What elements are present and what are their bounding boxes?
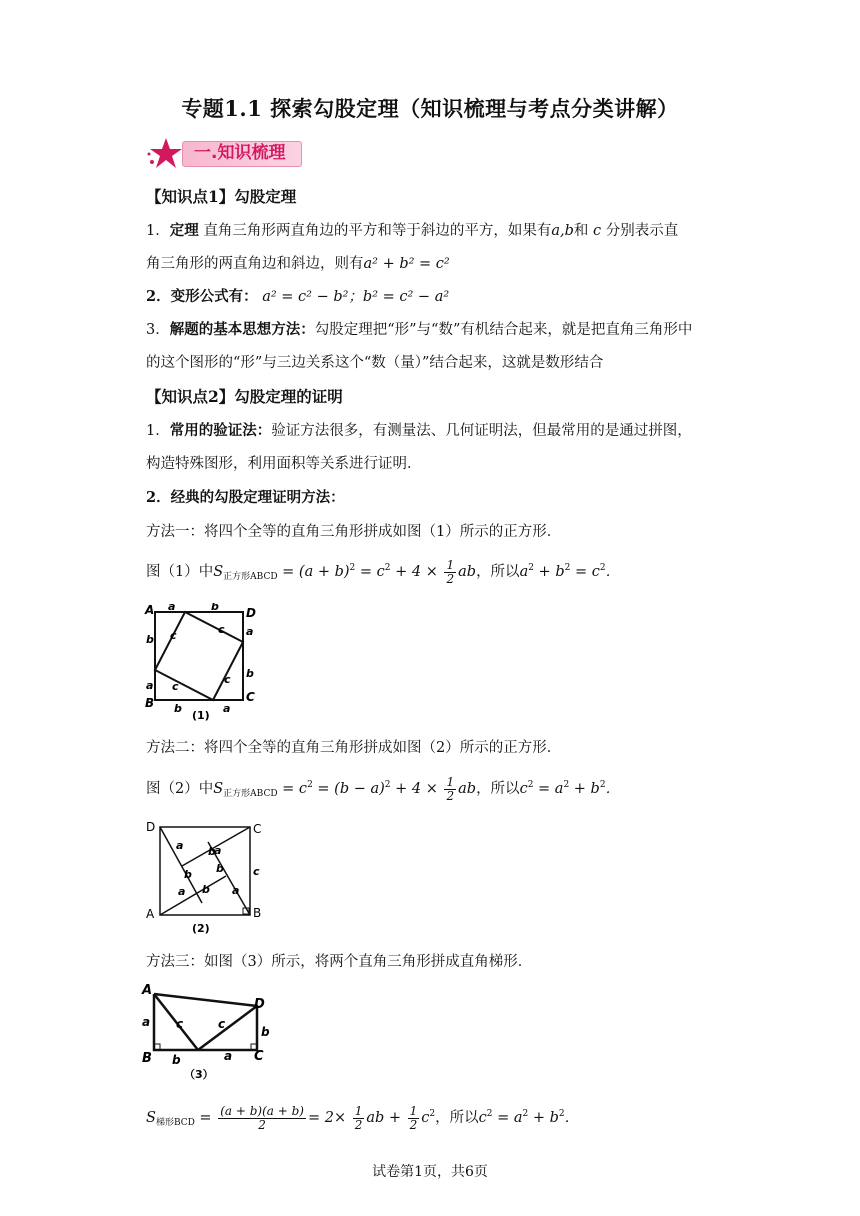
label-C: C	[253, 822, 262, 836]
side-a: a	[146, 679, 154, 692]
side-b: b	[216, 862, 224, 875]
label-A: A	[145, 603, 155, 617]
figure-3-caption: （3）	[184, 1068, 214, 1080]
side-c: c	[172, 680, 179, 693]
side-b: b	[211, 603, 219, 613]
method1-result: $a^2 + b^2 = c^2$．	[519, 563, 621, 580]
side-c: c	[176, 1017, 184, 1031]
side-c: c	[253, 865, 260, 878]
side-a: a	[214, 844, 222, 857]
side-a: a	[178, 885, 186, 898]
figure-2	[144, 818, 266, 936]
label-D: D	[146, 820, 156, 834]
side-b: b	[184, 868, 192, 881]
section1-heading: 【知识点1】勾股定理	[146, 187, 297, 206]
figure-2-caption: (2)	[192, 922, 210, 935]
method2-formula-line	[146, 775, 620, 804]
variant-formula: a² = c² − b²；b² = c² − a²	[262, 289, 450, 305]
side-b: b	[208, 845, 216, 858]
item-number: 1．	[146, 223, 170, 239]
side-a: a	[176, 839, 184, 852]
method2-prefix: 图（2）中	[146, 781, 214, 797]
theorem-var: a,b	[551, 223, 574, 239]
classic-proofs-label: 2．经典的勾股定理证明方法：	[146, 489, 345, 506]
variant-label: 2．变形公式有：	[146, 288, 258, 305]
side-b: b	[202, 883, 210, 896]
method1-formula-line	[146, 558, 620, 587]
method1-prefix: 图（1）中	[146, 564, 214, 580]
figure-1-caption: (1)	[192, 709, 210, 721]
theorem-formula: a² + b² = c²	[363, 256, 450, 272]
side-c: c	[170, 629, 177, 642]
banner-label: 一.知识梳理	[194, 143, 286, 163]
label-A: A	[142, 983, 153, 998]
side-b: b	[174, 702, 182, 715]
side-b: b	[172, 1053, 181, 1067]
method-idea-line2: 的这个图形的“形”与三边关系这个“数（量）”结合起来，这就是数形结合	[146, 355, 604, 371]
label-D: D	[254, 997, 265, 1012]
method2-text: 方法二：将四个全等的直角三角形拼成如图（2）所示的正方形．	[146, 740, 562, 756]
theorem-var-c: c	[593, 223, 602, 239]
method1-text: 方法一：将四个全等的直角三角形拼成如图（1）所示的正方形．	[146, 524, 562, 540]
theorem-text: 直角三角形两直角边的平方和等于斜边的平方，如果有	[198, 223, 552, 239]
method2-suffix: ，所以	[476, 781, 520, 797]
method-idea-label: 解题的基本思想方法：	[169, 321, 315, 338]
section2-heading: 【知识点2】勾股定理的证明	[146, 387, 343, 406]
theorem-line1	[146, 221, 678, 241]
side-c: c	[224, 673, 231, 686]
page-title: 专题1.1 探索勾股定理（知识梳理与考点分类讲解）	[181, 96, 679, 121]
figure-1	[144, 603, 260, 721]
variant-formula-line	[146, 287, 449, 307]
theorem-line2	[146, 254, 450, 274]
label-B: B	[142, 1051, 152, 1066]
side-c: c	[218, 623, 225, 636]
side-a: a	[232, 884, 240, 897]
method3-result: $c^2 = a^2 + b^2$．	[478, 1109, 580, 1126]
method1-suffix: ，所以	[476, 564, 520, 580]
side-b: b	[261, 1025, 270, 1039]
method-idea-line1	[146, 320, 692, 340]
label-D: D	[246, 606, 256, 620]
label-B: B	[253, 906, 262, 920]
label-A: A	[146, 907, 155, 921]
theorem-line2-text: 角三角形的两直角边和斜边，则有	[146, 256, 364, 272]
verify-label: 常用的验证法：	[169, 422, 272, 439]
method3-formula: $S_{梯形BCD}$ = $\frac{(a + b)(a + b)}{2}$ = 2× $\frac{1}{2}$ ab + $\frac{1}{2}$ $c^2$	[146, 1103, 436, 1132]
side-a: a	[224, 1049, 233, 1063]
method3-text: 方法三：如图（3）所示，将两个直角三角形拼成直角梯形．	[146, 954, 533, 970]
verify-line2: 构造特殊图形，利用面积等关系进行证明．	[146, 456, 422, 472]
side-a: a	[223, 702, 231, 715]
verify-line1	[146, 421, 692, 441]
theorem-text-end: 分别表示直	[605, 223, 679, 239]
side-c: c	[218, 1017, 226, 1031]
classic-proofs-heading	[146, 488, 345, 508]
side-a: a	[168, 603, 176, 613]
section-banner	[146, 136, 308, 170]
method2-formula: $S_{正方形ABCD} = c^2 = (b - a)^2 + 4$ × $\frac{1}{2}$ ab	[213, 774, 477, 803]
method1-formula: $S_{正方形ABCD} = (a + b)^2 = c^2 + 4$ × $\frac{1}{2}$ ab	[213, 557, 477, 586]
side-a: a	[142, 1015, 151, 1029]
label-C: C	[246, 690, 255, 704]
theorem-text-and: 和	[573, 223, 589, 239]
label-C: C	[254, 1049, 264, 1064]
method-idea-text: 勾股定理把“形”与“数”有机结合起来，就是把直角三角形中	[314, 322, 693, 338]
item-number: 3．	[146, 322, 170, 338]
side-b: b	[146, 633, 154, 646]
figure-3	[140, 980, 278, 1080]
method3-suffix: ，所以	[435, 1110, 479, 1126]
method2-result: $c^2 = a^2 + b^2$．	[519, 780, 621, 797]
item-number: 1．	[146, 423, 170, 439]
side-a: a	[246, 625, 254, 638]
side-b: b	[246, 667, 254, 680]
label-B: B	[145, 696, 155, 710]
method3-formula-line	[146, 1100, 579, 1137]
page-footer: 试卷第1页，共6页	[372, 1164, 488, 1180]
verify-text: 验证方法很多，有测量法、几何证明法，但最常用的是通过拼图，	[271, 423, 692, 439]
theorem-label: 定理	[169, 222, 199, 239]
